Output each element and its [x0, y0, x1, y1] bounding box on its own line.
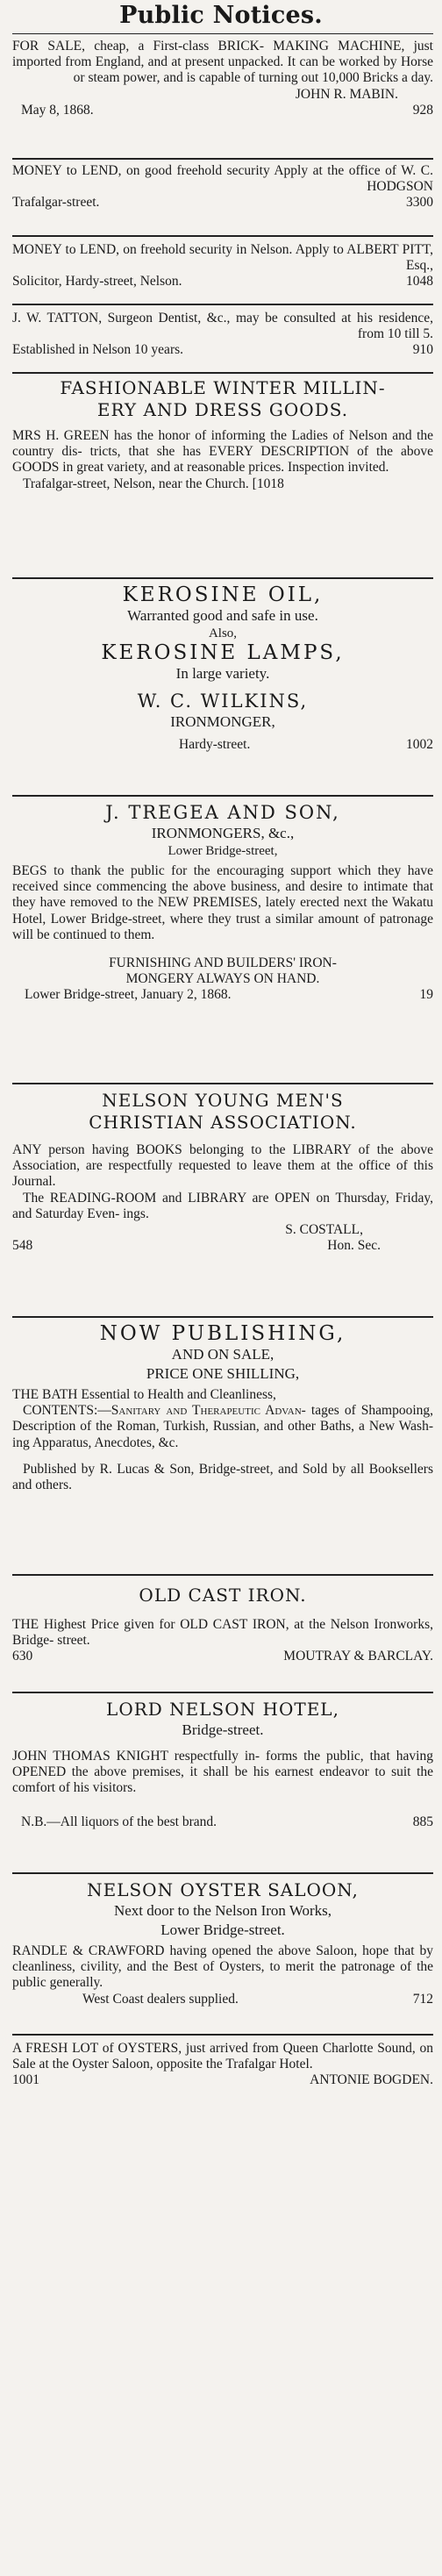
ad-ymca: NELSON YOUNG MEN'S CHRISTIAN ASSOCIATION. ANY person having BOOKS belonging to the LIBRARY of the above Association, are respectfully requested to leave them at the office of this Journal. The READING-ROOM and LIBRARY are OPEN on Thursday, Friday, and Saturday Even- ings. S. COSTALL, 548 Hon. Sec.	[12, 1090, 433, 1254]
ad-heading: J. TREGEA AND SON,	[105, 802, 340, 823]
rule	[12, 372, 433, 374]
ad-kerosine: KEROSINE OIL, Warranted good and safe in use. Also, KEROSINE LAMPS, In large variety. W. C. WILKINS, IRONMONGER, Hardy-street. 1002	[12, 584, 433, 753]
ad-heading: NELSON YOUNG MEN'S CHRISTIAN ASSOCIATION.	[89, 1090, 357, 1133]
ad-text: RANDLE & CRAWFORD having opened the above Saloon, hope that by cleanliness, civility, and the Best of Oysters, to merit the patronage of the public generally.	[12, 1943, 434, 1991]
rule	[12, 235, 433, 237]
ad-hotel: LORD NELSON HOTEL, Bridge-street. JOHN THOMAS KNIGHT respectfully in- forms the public, that having OPENED the above premises, it shall be his earnest endeavor to suit the comfort of his visitors. N.B.—All liquors of the best brand. 885	[12, 1699, 434, 1829]
signer: MOUTRAY & BARCLAY.	[283, 1649, 433, 1664]
ad-heading: OLD CAST IRON.	[139, 1585, 307, 1606]
ad-number: 885	[412, 1814, 433, 1829]
ad-text: BEGS to thank the public for the encouraging support which they have received since commencing the above business, and desire to intimate that they have removed to the NEW PREMISES, lately erected next the Wakatu Hotel, Lower Bridge-street, where they trust a similar amount of patronage will be continued to them.	[12, 863, 433, 942]
ad-millinery: FASHIONABLE WINTER MILLIN- ERY AND DRESS GOODS. MRS H. GREEN has the honor of informing the Ladies of Nelson and the country dis- tricts, that she has EVERY DESCRIPTION of the above GOODS in great variety, and at reasonable prices. Inspection invited. Trafalgar-street, Nelson, near the Church. [1018	[12, 377, 434, 491]
ad-text: ANY person having BOOKS belonging to the LIBRARY of the above Association, are respectfully requested to leave them at the office of this Journal.	[12, 1142, 433, 1190]
ad-tregea: J. TREGEA AND SON, IRONMONGERS, &c., Lower Bridge-street, BEGS to thank the public for the encouraging support which they have received since commencing the above business, and desire to intimate that they have removed to the NEW PREMISES, lately erected next the Wakatu Hotel, Lower Bridge-street, where they trust a similar amount of patronage will be continued to them. FURNISHING AND BUILDERS' IRON- MONGERY ALWAYS ON HAND. Lower Bridge-street, January 2, 1868. 19	[12, 802, 433, 1003]
ad-number: 1001	[12, 2072, 39, 2088]
ad-heading: NELSON OYSTER SALOON,	[87, 1879, 359, 1900]
signer: JOHN R. MABIN.	[295, 86, 398, 102]
ad-text: THE Highest Price given for OLD CAST IRON, at the Nelson Ironworks, Bridge- street.	[12, 1617, 433, 1649]
rule	[12, 1692, 433, 1693]
ad-text: JOHN THOMAS KNIGHT respectfully in- forms the public, that having OPENED the above premises, it shall be his earnest endeavor to suit the comfort of his visitors.	[12, 1749, 434, 1796]
ad-heading: LORD NELSON HOTEL,	[106, 1699, 339, 1720]
ad-money-hodgson: MONEY to LEND, on good freehold security Apply at the office of W. C. HODGSON Trafalgar-street. 3300	[12, 163, 433, 211]
ad-text: A FRESH LOT of OYSTERS, just arrived from Queen Charlotte Sound, on Sale at the Oyster Saloon, opposite the Trafalgar Hotel.	[12, 2041, 434, 2072]
ad-heading: KEROSINE OIL,	[122, 583, 324, 606]
signer: ANTONIE BOGDEN.	[310, 2072, 433, 2088]
ad-number: 630	[12, 1649, 33, 1664]
rule	[12, 1872, 433, 1874]
ad-text: MRS H. GREEN has the honor of informing the Ladies of Nelson and the country dis- tricts, that she has EVERY DESCRIPTION of the above GOODS in great variety, and at reasonable prices. Inspection invited.	[12, 428, 434, 476]
ad-oyster-saloon: NELSON OYSTER SALOON, Next door to the Nelson Iron Works, Lower Bridge-street. RANDLE & CRAWFORD having opened the above Saloon, hope that by cleanliness, civility, and the Best of Oysters, to merit the patronage of the public generally. West Coast dealers supplied. 712	[12, 1879, 434, 2007]
rule	[12, 1083, 433, 1084]
ad-number: 19	[419, 987, 433, 1003]
rule	[12, 577, 433, 579]
ad-publishing: NOW PUBLISHING, AND ON SALE, PRICE ONE SHILLING, THE BATH Essential to Health and Cleanliness, CONTENTS:—Sanitary and Therapeutic Advan- tages of Shampooing, Description of the Roman, Turkish, Russian, and other Baths, a New Wash- ing Apparatus, Anecdotes, &c. Published by R. Lucas & Son, Bridge-street, and Sold by all Booksellers and others.	[12, 1322, 434, 1493]
date-line	[12, 103, 433, 118]
rule	[12, 304, 433, 305]
rule	[12, 795, 433, 797]
ad-tatton: J. W. TATTON, Surgeon Dentist, &c., may be consulted at his residence, from 10 till 5. Established in Nelson 10 years. 910	[12, 311, 433, 358]
ad-number: 928	[412, 102, 433, 118]
ad-text: THE BATH Essential to Health and Cleanliness,	[12, 1387, 276, 1402]
rule	[12, 158, 433, 160]
rule	[12, 1574, 433, 1576]
signer: S. COSTALL,	[285, 1222, 363, 1238]
rule	[12, 1316, 433, 1318]
ad-number: 548	[12, 1238, 33, 1254]
ad-fresh-oysters	[12, 2041, 433, 2089]
ad-subheading: FURNISHING AND BUILDERS' IRON- MONGERY ALWAYS ON HAND.	[109, 955, 337, 987]
ad-number: 1002	[406, 737, 433, 752]
masthead: Public Notices.	[119, 2, 323, 29]
ad-money-pitt: MONEY to LEND, on freehold security in Nelson. Apply to ALBERT PITT, Esq., Solicitor, Hardy-street, Nelson. 1048	[12, 242, 434, 290]
ad-heading: KEROSINE LAMPS,	[101, 641, 345, 664]
ad-cast-iron	[12, 1585, 433, 1665]
ad-heading: NOW PUBLISHING,	[99, 1322, 346, 1345]
ad-heading: FASHIONABLE WINTER MILLIN- ERY AND DRESS GOODS.	[60, 377, 386, 420]
date: May 8, 1868.	[21, 102, 94, 118]
ad-number: 910	[412, 342, 433, 358]
ad-text: FOR SALE, cheap, a First-class BRICK- MAKING MACHINE, just imported from England, and at present unpacked. It can be worked by Horse or steam power, and is capable of turning out 10,000 Bricks a day.	[12, 39, 434, 86]
ad-number: 3300	[406, 195, 433, 211]
rule	[12, 2034, 433, 2036]
ad-number: 712	[412, 1991, 433, 2007]
ad-brick	[12, 39, 433, 118]
rule	[12, 33, 433, 34]
ad-number: 1048	[406, 274, 433, 290]
